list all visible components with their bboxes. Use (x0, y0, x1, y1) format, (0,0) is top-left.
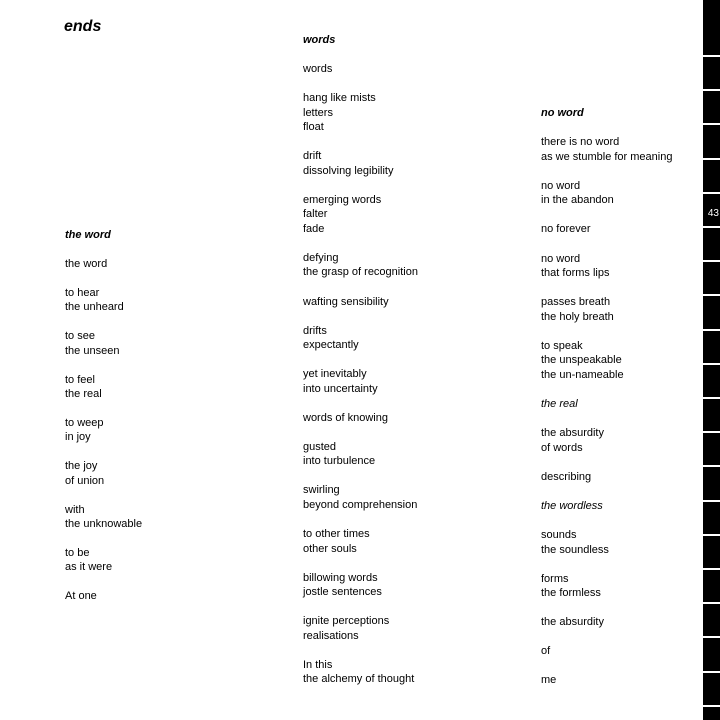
poem-line: no word (541, 107, 584, 119)
poem-line: that forms lips (541, 267, 610, 280)
edge-tick (703, 329, 720, 331)
edge-tick (703, 671, 720, 673)
poem-line: the holy breath (541, 310, 614, 323)
poem-line: words (303, 34, 336, 46)
edge-tick (703, 500, 720, 502)
poem-line: wafting sensibility (303, 295, 389, 308)
poem-line: falter (303, 208, 328, 221)
poem-line: into turbulence (303, 455, 376, 468)
edge-tick (703, 158, 720, 160)
poem-line: the real (65, 387, 102, 400)
poem-line: realisations (303, 629, 359, 642)
edge-tick (703, 55, 720, 57)
poem-line: In this (303, 658, 333, 671)
edge-tick (703, 534, 720, 536)
poem-line: in the abandon (541, 194, 614, 207)
poem-line: float (303, 121, 324, 134)
poem-line: ignite perceptions (303, 615, 390, 628)
poem-line: forms (541, 572, 569, 585)
edge-tick (703, 89, 720, 91)
poem-line: as we stumble for meaning (541, 150, 673, 163)
poem-line: the word (65, 229, 111, 241)
poem-line: yet inevitably (303, 368, 367, 381)
edge-tick (703, 397, 720, 399)
poem-line: swirling (303, 484, 340, 497)
poem-line: no word (541, 252, 581, 265)
poem-line: defying (303, 251, 339, 264)
poem-line: drifts (303, 324, 327, 337)
poem-line: billowing words (303, 571, 378, 584)
poem-line: into uncertainty (303, 382, 378, 395)
poem-line: to weep (65, 416, 104, 429)
poem-line: there is no word (541, 136, 620, 149)
poem-line: describing (541, 470, 592, 483)
page-edge-bar (703, 0, 720, 720)
edge-tick (703, 226, 720, 228)
poem-line: hang like mists (303, 92, 376, 105)
poem-line: the unspeakable (541, 354, 622, 367)
page-title: ends (64, 18, 102, 35)
poem-line: with (65, 503, 85, 516)
poem-line: to other times (303, 528, 370, 541)
poem-line: the unheard (65, 301, 124, 314)
poem-line: the wordless (541, 499, 603, 512)
edge-tick (703, 192, 720, 194)
poem-line: the joy (65, 460, 98, 473)
poem-line: At one (65, 590, 97, 603)
poem-line: passes breath (541, 296, 611, 309)
edge-tick (703, 431, 720, 433)
poem-line: the real (541, 398, 578, 410)
poem-line: the absurdity (541, 616, 604, 629)
poem-line: to feel (65, 373, 95, 386)
edge-tick (703, 465, 720, 467)
page-number: 43 (707, 208, 719, 219)
poem-line: the absurdity (541, 427, 604, 440)
poem-line: of (541, 645, 551, 658)
poem-line: to hear (65, 286, 100, 299)
edge-tick (703, 363, 720, 365)
poem-line: the unseen (65, 344, 120, 357)
poem-line: me (541, 674, 557, 687)
edge-tick (703, 294, 720, 296)
edge-tick (703, 636, 720, 638)
poem-line: expectantly (303, 339, 359, 352)
edge-tick (703, 568, 720, 570)
edge-tick (703, 260, 720, 262)
poem-line: as it were (65, 561, 113, 574)
poem-line: no word (541, 179, 581, 192)
poem-line: emerging words (303, 193, 382, 206)
edge-tick (703, 602, 720, 604)
poem-line: of union (65, 474, 105, 487)
poem-line: the word (65, 257, 108, 270)
poem-line: to be (65, 546, 90, 559)
poem-line: the un-nameable (541, 368, 624, 381)
poem-line: fade (303, 222, 325, 235)
poem-line: the grasp of recognition (303, 266, 418, 279)
poem-line: the formless (541, 587, 601, 600)
poem-line: sounds (541, 528, 577, 541)
poem-line: beyond comprehension (303, 498, 418, 511)
poem-line: the alchemy of thought (303, 673, 415, 686)
poem-line: gusted (303, 440, 337, 453)
poem-line: the soundless (541, 543, 609, 556)
poem-line: other souls (303, 542, 357, 555)
poem-line: to see (65, 330, 95, 343)
poem-line: words of knowing (303, 411, 388, 424)
edge-tick (703, 705, 720, 707)
edge-tick (703, 123, 720, 125)
poem-line: of words (541, 441, 583, 454)
poem-line: to speak (541, 339, 583, 352)
poem-line: in joy (65, 431, 91, 444)
poem-line: no forever (541, 223, 591, 236)
poem-line: jostle sentences (303, 586, 382, 599)
poem-line: words (303, 63, 333, 76)
poem-line: the unknowable (65, 518, 143, 530)
poem-line: drift (303, 150, 322, 163)
poem-line: dissolving legibility (303, 164, 394, 177)
poem-line: letters (303, 106, 333, 119)
